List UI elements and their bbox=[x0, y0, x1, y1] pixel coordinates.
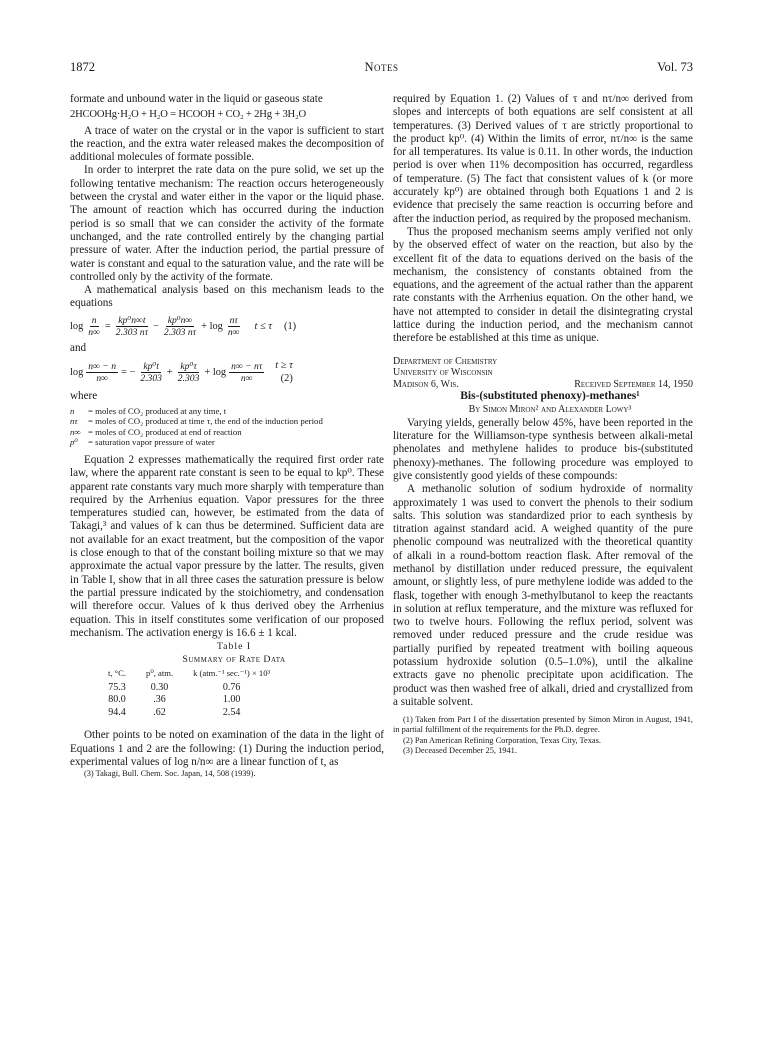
fraction: $\frac{n\infty - n}{n\infty}$ bbox=[88, 360, 116, 384]
paragraph: Thus the proposed mechanism seems amply verified not only by the observed effect of water on the reaction, but also by the excellent fit of the data to equations derived on the basis of the mechanism, the consistency of constants obtained from the equations, and the agreement of the actual rather than the apparent rate constants with the Arrhenius equation. On the other hand, we have not attempted to consider in detail the disintegrating crystal lattice during the induction period, and the mechanism cannot therefore be established at this time as unique. bbox=[393, 225, 693, 345]
table-row: 94.4 .62 2.54 bbox=[108, 706, 241, 718]
definition-row: p⁰ = saturation vapor pressure of water bbox=[70, 437, 215, 448]
page-number: 1872 bbox=[70, 60, 95, 74]
fraction: $\frac{\text{kp⁰n∞t}}{2.303 n\tau}$ bbox=[115, 314, 149, 338]
footnote: (3) Deceased December 25, 1941. bbox=[403, 745, 517, 755]
article-authors: By Simon Miron² and Alexander Lowy³ bbox=[468, 404, 632, 416]
paragraph: Other points to be noted on examination of the data in the light of Equations 1 and 2 are the following: (1) During the induction period, experimental values of log n/n∞ are a linear function of t, as bbox=[70, 729, 384, 769]
right-column bbox=[393, 93, 693, 756]
fraction: $\frac{\text{kp⁰t}}{2.303}$ bbox=[140, 360, 162, 384]
chemical-equation: 2HCOOHg·H₂O + H₂O = HCOOH + CO₂ + 2Hg + 3H₂O bbox=[70, 109, 306, 121]
table-header-row: t, °C. p⁰, atm. k (atm.⁻¹ sec.⁻¹) × 10³ bbox=[108, 667, 271, 678]
equation-condition: t ≤ τ bbox=[254, 320, 273, 332]
paragraph: Varying yields, generally below 45%, have been reported in the literature for the Williamson-type synthesis between alkali-metal phenolates and methylene halides to produce bis-(substituted phenoxy)-methanes. The following procedure was employed to give consistently good yields of these compounds: bbox=[393, 416, 693, 482]
definition-row: n = moles of CO₂ produced at any time, t bbox=[70, 405, 227, 416]
footnote: (1) Taken from Part I of the dissertation presented by Simon Miron in August, 1941, in partial fulfillment of the requirements for the Ph.D. degree. bbox=[393, 715, 693, 735]
affiliation-block bbox=[393, 356, 693, 391]
footnote: (2) Pan American Refining Corporation, Texas City, Texas. bbox=[403, 735, 602, 745]
table-row: 75.3 0.30 0.76 bbox=[108, 681, 241, 693]
paragraph: A mathematical analysis based on this mechanism leads to the equations bbox=[70, 284, 384, 310]
symbol-definitions bbox=[70, 406, 384, 448]
section-title: Notes bbox=[364, 60, 399, 74]
definition-row: nτ = moles of CO₂ produced at time τ, the end of the induction period bbox=[70, 416, 323, 427]
footnotes bbox=[393, 715, 693, 756]
equation-number: (1) bbox=[284, 320, 297, 332]
table-subtitle: Summary of Rate Data bbox=[182, 654, 286, 666]
volume-label: Vol. 73 bbox=[657, 60, 693, 74]
paragraph: A methanolic solution of sodium hydroxide of normality approximately 1 was used to convert the phenols to their sodium salts. This solution was standardized prior to each synthesis by titration against standard acid. A weighed quantity of the pure phenolic compound was neutralized with the theoretical quantity of alkali in a round-bottom reaction flask. After removal of the methanol by distillation under reduced pressure, the equivalent amount, or slightly less, of pure methylene iodide was added to the flask, together with enough 3-methylbutanol to keep the reactants in solution at reflux temperature, and the mixture was refluxed for two to twelve hours. Following the reflux period, solvent was removed under reduced pressure and the crude residue was partially purified by repeated treatment with boiling aqueous potassium hydroxide solution (0.5–1.0%), until the alkaline extracts gave no phenolic precipitate upon acidification. The product was then washed free of alkali, dried and crystallized from a suitable solvent. bbox=[393, 483, 693, 708]
department: Department of Chemistry bbox=[393, 355, 498, 367]
paragraph: Equation 2 expresses mathematically the required first order rate law, where the apparent rate constant is seen to be equal to kp⁰. These apparent rate constants vary much more sharply with temperature than required by the Arrhenius equation. Vapor pressures for the three temperatures studied can, however, be estimated from the data of Takagi,³ and values of k can thus be determined. Sufficient data are not available for an exact treatment, but the composition of the vapor is close enough to that of the constant boiling mixture so that we may approximate the actual vapor pressure by the latter. The results, given in Table I, show that in all three cases the saturation pressure is below the partial pressure indicated by the stoichiometry, and condensation will therefore occur. Values of k thus derived obey the Arrhenius equation. This in itself constitutes some verification of our proposed mechanism. The activation energy is 16.6 ± 1 kcal. bbox=[70, 453, 384, 639]
left-column bbox=[70, 93, 384, 779]
table-title: Table I bbox=[216, 641, 252, 653]
article-title: Bis-(substituted phenoxy)-methanes¹ bbox=[460, 390, 640, 403]
fraction: $\frac{\text{kp⁰τ}}{2.303}$ bbox=[177, 360, 200, 384]
rate-data-table bbox=[108, 667, 290, 720]
equation-1: log $\frac{n}{n\infty}$ = $\frac{\text{kp⁰n∞t}}{2.303 n\tau}$ − $\frac{\text{kp⁰n∞}}{2.303 n\tau}$ + log $\frac{n\tau}{n\infty}$ t ≤ τ (1) bbox=[70, 314, 297, 338]
equation-2: log $\frac{n\infty - n}{n\infty}$ = − $\frac{\text{kp⁰t}}{2.303}$ + $\frac{\text{kp⁰τ}}{2.303}$ + log $\frac{n\infty - n\tau}{n\infty}$ t ≥ τ (2) bbox=[70, 360, 293, 385]
fraction: $\frac{n\infty - n\tau}{n\infty}$ bbox=[231, 360, 263, 384]
paragraph: In order to interpret the rate data on the pure solid, we set up the following tentative mechanism: The reaction occurs heterogeneously between the crystal and water either in the vapor or the liquid phase. The amount of reaction which has occurred during the induction period is so small that we can consider the activity of the formate unchanged, and the rate controlled entirely by the changing partial pressure of water. After the induction period, the partial pressure of water is constant and equal to the saturation value, and the rate will be controlled only by the activity of the formate. bbox=[70, 164, 384, 283]
fraction: $\frac{n}{n\infty}$ bbox=[88, 314, 100, 338]
footnote: (3) Takagi, Bull. Chem. Soc. Japan, 14, 508 (1939). bbox=[84, 769, 256, 779]
running-header bbox=[70, 60, 693, 78]
definition-row: n∞ = moles of CO₂ produced at end of reaction bbox=[70, 426, 242, 437]
equation-number: (2) bbox=[280, 373, 293, 385]
paragraph: required by Equation 1. (2) Values of τ and nτ/n∞ derived from slopes and intercepts of both equations are self consistent at all temperatures. (3) Derived values of τ are strictly proportional to the product kp⁰. (4) Within the limits of error, nτ/n∞ is the same for all temperatures. Its value is 0.11. In other words, the induction period is over when 11% decomposition has occurred, regardless of temperature. (5) The fact that consistent values of k (or more accurately kp⁰) are obtained through both Equations 1 and 2 is evidence that precisely the same reaction is occurring before and after the induction period, as required by the proposed mechanism. bbox=[393, 93, 693, 225]
paragraph: A trace of water on the crystal or in the vapor is sufficient to start the reaction, and the extra water released makes the decomposition of additional molecules of formate possible. bbox=[70, 124, 384, 164]
equation-condition: t ≥ τ bbox=[275, 360, 293, 372]
fraction: $\frac{\text{kp⁰n∞}}{2.303 n\tau}$ bbox=[163, 314, 197, 338]
paragraph: where bbox=[70, 389, 98, 402]
city: Madison 6, Wis. bbox=[393, 378, 459, 390]
fraction: $\frac{n\tau}{n\infty}$ bbox=[227, 314, 240, 338]
paragraph: formate and unbound water in the liquid or gaseous state bbox=[70, 93, 323, 105]
paragraph: and bbox=[70, 341, 87, 354]
table-row: 80.0 .36 1.00 bbox=[108, 694, 241, 706]
received-date: Received September 14, 1950 bbox=[574, 378, 693, 390]
university: University of Wisconsin bbox=[393, 367, 493, 379]
